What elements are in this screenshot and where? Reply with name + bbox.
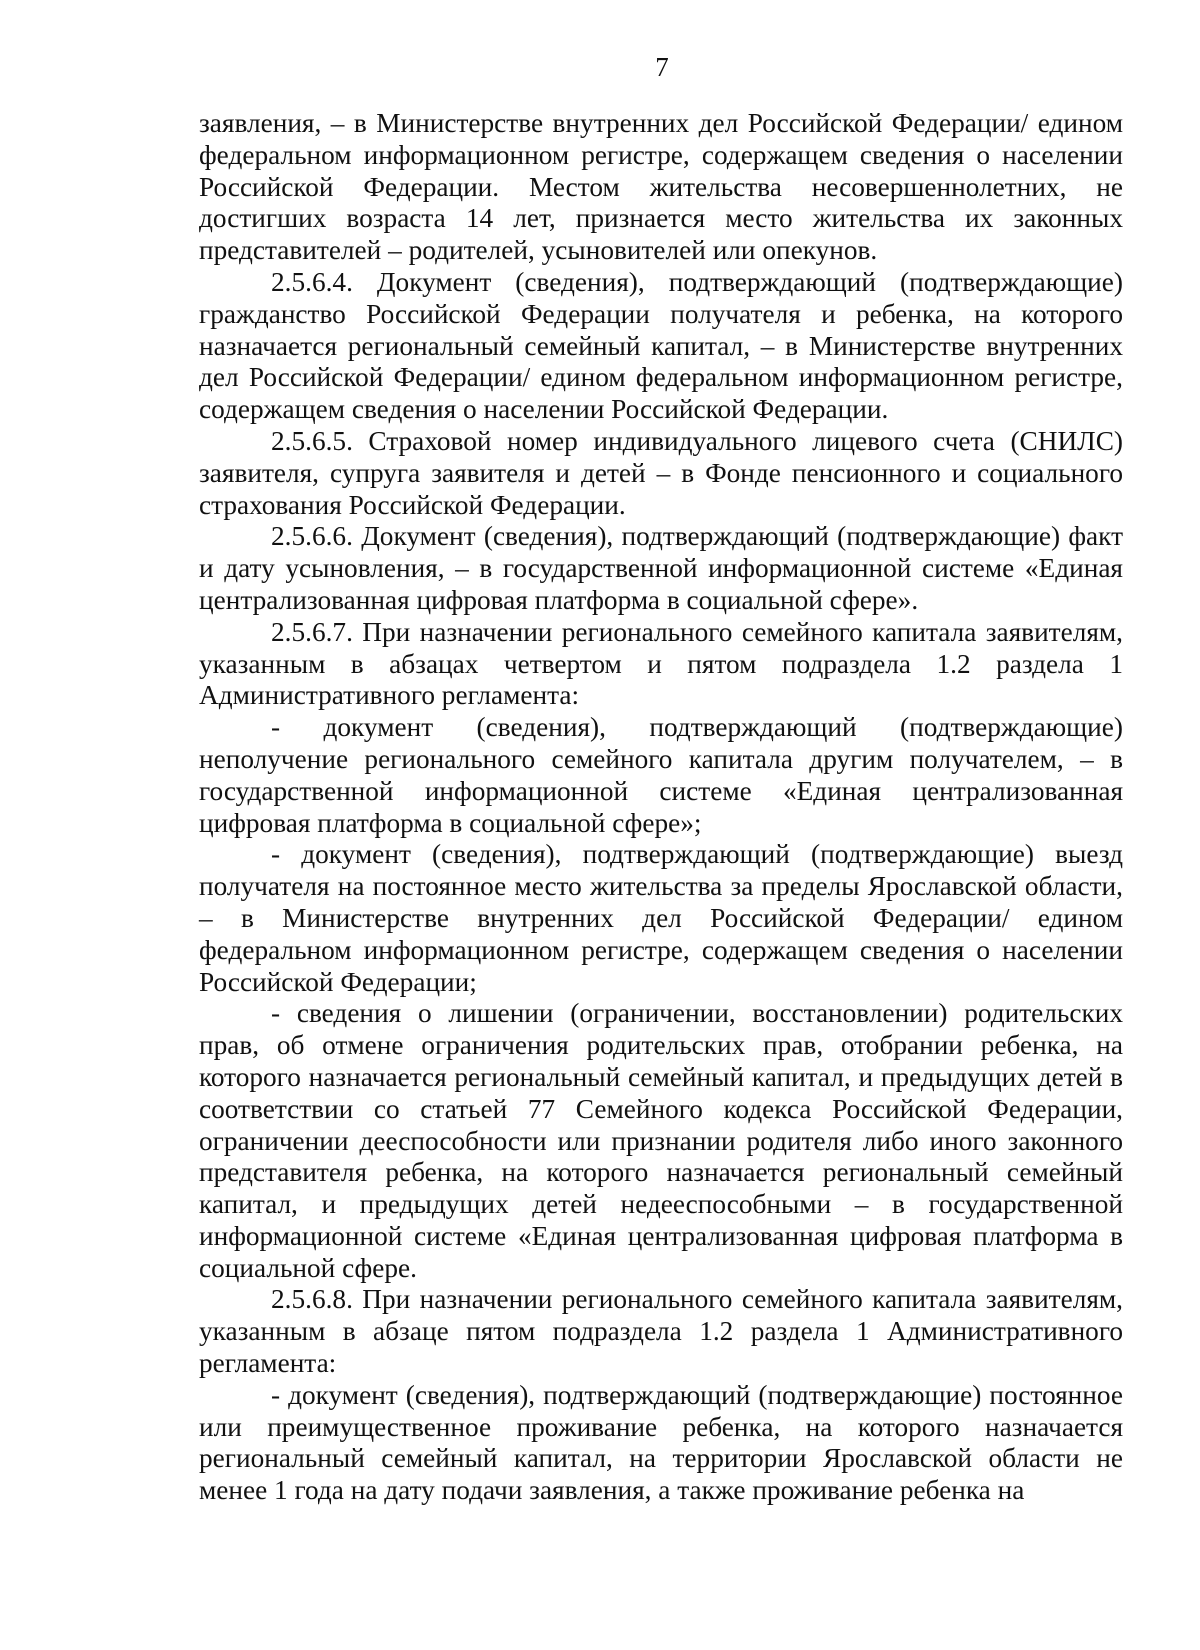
list-item-parental-rights: - сведения о лишении (ограничении, восстановлении) родительских прав, об отмене ограничения родительских прав, отобрании ребенка, на которого назначается региональный семейный капитал, и предыдущих детей в соответствии со статьей 77 Семейного кодекса Российской Федерации, ограничении дееспособности или признании родителя либо иного законного представителя ребенка, на которого назначается региональный семейный капитал, и предыдущих детей недееспособными – в государственной информационной системе «Единая централизованная цифровая платформа в социальной сфере. (199, 998, 1123, 1283)
list-item-residence: - документ (сведения), подтверждающий (подтверждающие) постоянное или преимущественное проживание ребенка, на которого назначается региональный семейный капитал, на территории Ярославской области не менее 1 года на дату подачи заявления, а также проживание ребенка на (199, 1379, 1123, 1506)
paragraph-2-5-6-5: 2.5.6.5. Страховой номер индивидуального лицевого счета (СНИЛС) заявителя, супруга заявителя и детей – в Фонде пенсионного и социального страхования Российской Федерации. (199, 425, 1123, 520)
paragraph-2-5-6-8: 2.5.6.8. При назначении регионального семейного капитала заявителям, указанным в абзаце пятом подраздела 1.2 раздела 1 Административного регламента: (199, 1284, 1123, 1379)
paragraph-2-5-6-4: 2.5.6.4. Документ (сведения), подтверждающий (подтверждающие) гражданство Российской Федерации получателя и ребенка, на которого назначается региональный семейный капитал, – в Министерстве внутренних дел Российской Федерации/ едином федеральном информационном регистре, содержащем сведения о населении Российской Федерации. (199, 266, 1123, 425)
paragraph-2-5-6-7: 2.5.6.7. При назначении регионального семейного капитала заявителям, указанным в абзацах четвертом и пятом подраздела 1.2 раздела 1 Административного регламента: (199, 616, 1123, 711)
page-number: 7 (655, 52, 669, 82)
list-item-non-receipt: - документ (сведения), подтверждающий (подтверждающие) неполучение регионального семейного капитала другим получателем, – в государственной информационной системе «Единая централизованная цифровая платформа в социальной сфере»; (199, 712, 1123, 838)
list-item-departure: - документ (сведения), подтверждающий (подтверждающие) выезд получателя на постоянное место жительства за пределы Ярославской области, – в Министерстве внутренних дел Российской Федерации/ едином федеральном информационном регистре, содержащем сведения о населении Российской Федерации; (199, 839, 1123, 997)
document-body (199, 108, 1123, 1507)
paragraph-2-5-6-6: 2.5.6.6. Документ (сведения), подтверждающий (подтверждающие) факт и дату усыновления, – в государственной информационной системе «Единая централизованная цифровая платформа в социальной сфере». (199, 521, 1123, 615)
paragraph-continuation: заявления, – в Министерстве внутренних дел Российской Федерации/ едином федеральном информационном регистре, содержащем сведения о населении Российской Федерации. Местом жительства несовершеннолетних, не достигших возраста 14 лет, признается место жительства их законных представителей – родителей, усыновителей или опекунов. (199, 108, 1123, 266)
